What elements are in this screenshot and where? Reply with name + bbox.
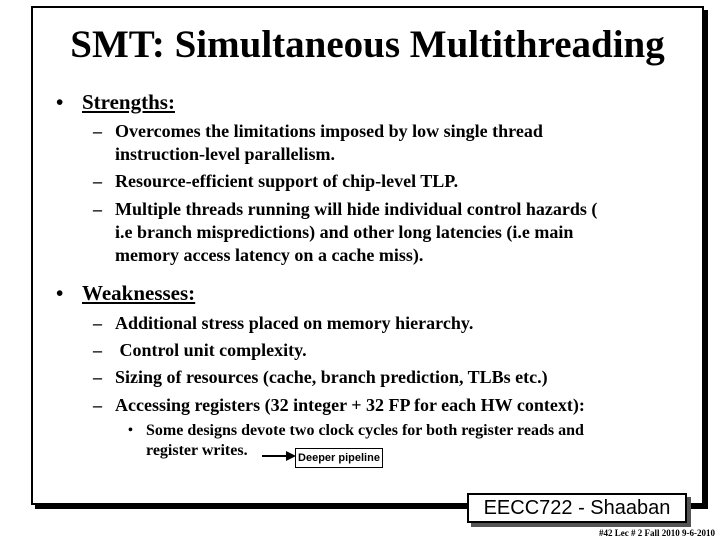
dash-icon: – xyxy=(93,367,102,387)
deeper-pipeline-callout: Deeper pipeline xyxy=(295,448,383,468)
slide-title: SMT: Simultaneous Multithreading xyxy=(70,23,665,66)
dash-icon: – xyxy=(93,340,102,360)
frame-shadow xyxy=(704,10,708,509)
bullet-icon: • xyxy=(128,423,133,438)
bullet-icon: • xyxy=(56,90,64,114)
subitem-line-1: Some designs devote two clock cycles for both register reads and xyxy=(146,422,584,439)
dash-icon: – xyxy=(93,121,102,141)
strength-1-line-1: Overcomes the limitations imposed by low single thread xyxy=(115,121,543,141)
strength-1-line-2: instruction-level parallelism. xyxy=(115,144,335,164)
dash-icon: – xyxy=(93,313,102,333)
weakness-1: Additional stress placed on memory hierarchy. xyxy=(115,313,474,333)
slide-footer: #42 Lec # 2 Fall 2010 9-6-2010 xyxy=(599,528,715,538)
bullet-icon: • xyxy=(56,281,64,305)
subitem-line-2: register writes. xyxy=(146,442,248,459)
weakness-2: Control unit complexity. xyxy=(115,340,307,360)
course-badge: EECC722 - Shaaban xyxy=(467,493,687,523)
strength-3-line-3: memory access latency on a cache miss). xyxy=(115,245,424,265)
weaknesses-heading: Weaknesses: xyxy=(82,281,196,305)
dash-icon: – xyxy=(93,171,102,191)
arrow-icon xyxy=(262,450,296,462)
strengths-heading: Strengths: xyxy=(82,90,175,114)
dash-icon: – xyxy=(93,199,102,219)
strength-3-line-2: i.e branch mispredictions) and other long latencies (i.e main xyxy=(115,222,574,242)
strength-3-line-1: Multiple threads running will hide individual control hazards ( xyxy=(115,199,598,219)
weakness-3: Sizing of resources (cache, branch prediction, TLBs etc.) xyxy=(115,367,548,387)
strength-2-line-1: Resource-efficient support of chip-level TLP. xyxy=(115,171,459,191)
weakness-4: Accessing registers (32 integer + 32 FP for each HW context): xyxy=(115,395,585,415)
dash-icon: – xyxy=(93,395,102,415)
